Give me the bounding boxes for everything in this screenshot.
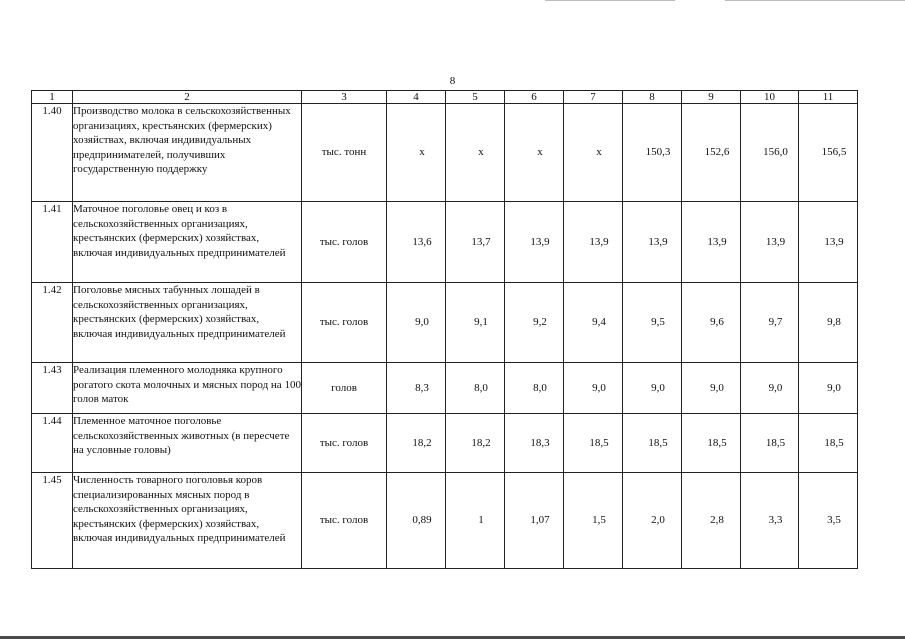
column-header: 11 [799,91,858,104]
value-cell: 9,6 [682,283,741,363]
row-number: 1.42 [32,283,73,363]
value-cell: 1,5 [564,473,623,569]
column-header: 1 [32,91,73,104]
table-row [32,473,858,569]
table-row [32,414,858,473]
value-cell: 9,0 [564,363,623,414]
value-cell: 18,5 [623,414,682,473]
unit-cell: тыс. тонн [302,104,387,202]
value-cell: 156,5 [799,104,858,202]
value-cell: 9,8 [799,283,858,363]
value-cell: 13,9 [741,202,799,283]
column-header: 6 [505,91,564,104]
value-cell: 152,6 [682,104,741,202]
unit-cell: тыс. голов [302,414,387,473]
column-header: 9 [682,91,741,104]
unit-cell: тыс. голов [302,283,387,363]
column-header: 4 [387,91,446,104]
value-cell: 8,0 [446,363,505,414]
value-cell: 9,0 [741,363,799,414]
value-cell: х [505,104,564,202]
value-cell: 9,0 [682,363,741,414]
indicator-name: Численность товарного поголовья коров специализированных мясных пород в сельскохозяйственных организациях, крестьянских (фермерских) хозяйствах, включая индивидуальных предпринимателей [73,473,302,569]
page-number: 8 [449,75,456,87]
value-cell: 9,0 [799,363,858,414]
value-cell: 2,8 [682,473,741,569]
unit-cell: тыс. голов [302,202,387,283]
value-cell: 13,6 [387,202,446,283]
value-cell: 3,3 [741,473,799,569]
value-cell: 9,0 [387,283,446,363]
value-cell: 2,0 [623,473,682,569]
column-header: 8 [623,91,682,104]
row-number: 1.43 [32,363,73,414]
indicator-name: Реализация племенного молодняка крупного рогатого скота молочных и мясных пород на 100 голов маток [73,363,302,414]
row-number: 1.44 [32,414,73,473]
row-number: 1.45 [32,473,73,569]
value-cell: 1 [446,473,505,569]
table-row [32,104,858,202]
value-cell: 18,5 [682,414,741,473]
indicator-name: Производство молока в сельскохозяйственных организациях, крестьянских (фермерских) хозяйствах, включая индивидуальных предпринимателей, получивших государственную поддержку [73,104,302,202]
scan-bottom-edge [0,636,905,639]
value-cell: 13,9 [682,202,741,283]
value-cell: 13,9 [505,202,564,283]
value-cell: х [387,104,446,202]
scan-edge-line [725,0,905,1]
unit-cell: тыс. голов [302,473,387,569]
column-number-row [32,91,858,104]
column-header: 2 [73,91,302,104]
scan-edge-line [545,0,675,1]
value-cell: 9,5 [623,283,682,363]
indicator-name: Поголовье мясных табунных лошадей в сельскохозяйственных организациях, крестьянских (фермерских) хозяйствах, включая индивидуальных предпринимателей [73,283,302,363]
value-cell: 13,9 [623,202,682,283]
value-cell: 18,5 [564,414,623,473]
value-cell: 13,9 [564,202,623,283]
table-row [32,283,858,363]
unit-cell: голов [302,363,387,414]
row-number: 1.40 [32,104,73,202]
value-cell: 13,9 [799,202,858,283]
value-cell: 1,07 [505,473,564,569]
value-cell: 9,4 [564,283,623,363]
value-cell: х [446,104,505,202]
value-cell: 18,5 [799,414,858,473]
indicator-table [31,90,858,569]
indicator-name: Маточное поголовье овец и коз в сельскохозяйственных организациях, крестьянских (фермерских) хозяйствах, включая индивидуальных предпринимателей [73,202,302,283]
value-cell: 9,2 [505,283,564,363]
value-cell: 18,2 [446,414,505,473]
table-row [32,363,858,414]
column-header: 10 [741,91,799,104]
column-header: 5 [446,91,505,104]
value-cell: 150,3 [623,104,682,202]
value-cell: 3,5 [799,473,858,569]
value-cell: 18,5 [741,414,799,473]
table-row [32,202,858,283]
value-cell: 8,0 [505,363,564,414]
value-cell: 18,2 [387,414,446,473]
value-cell: 8,3 [387,363,446,414]
value-cell: 9,0 [623,363,682,414]
value-cell: 0,89 [387,473,446,569]
value-cell: 18,3 [505,414,564,473]
value-cell: 156,0 [741,104,799,202]
indicator-name: Племенное маточное поголовье сельскохозяйственных животных (в пересчете на условные головы) [73,414,302,473]
value-cell: 13,7 [446,202,505,283]
value-cell: х [564,104,623,202]
value-cell: 9,1 [446,283,505,363]
value-cell: 9,7 [741,283,799,363]
column-header: 3 [302,91,387,104]
column-header: 7 [564,91,623,104]
row-number: 1.41 [32,202,73,283]
